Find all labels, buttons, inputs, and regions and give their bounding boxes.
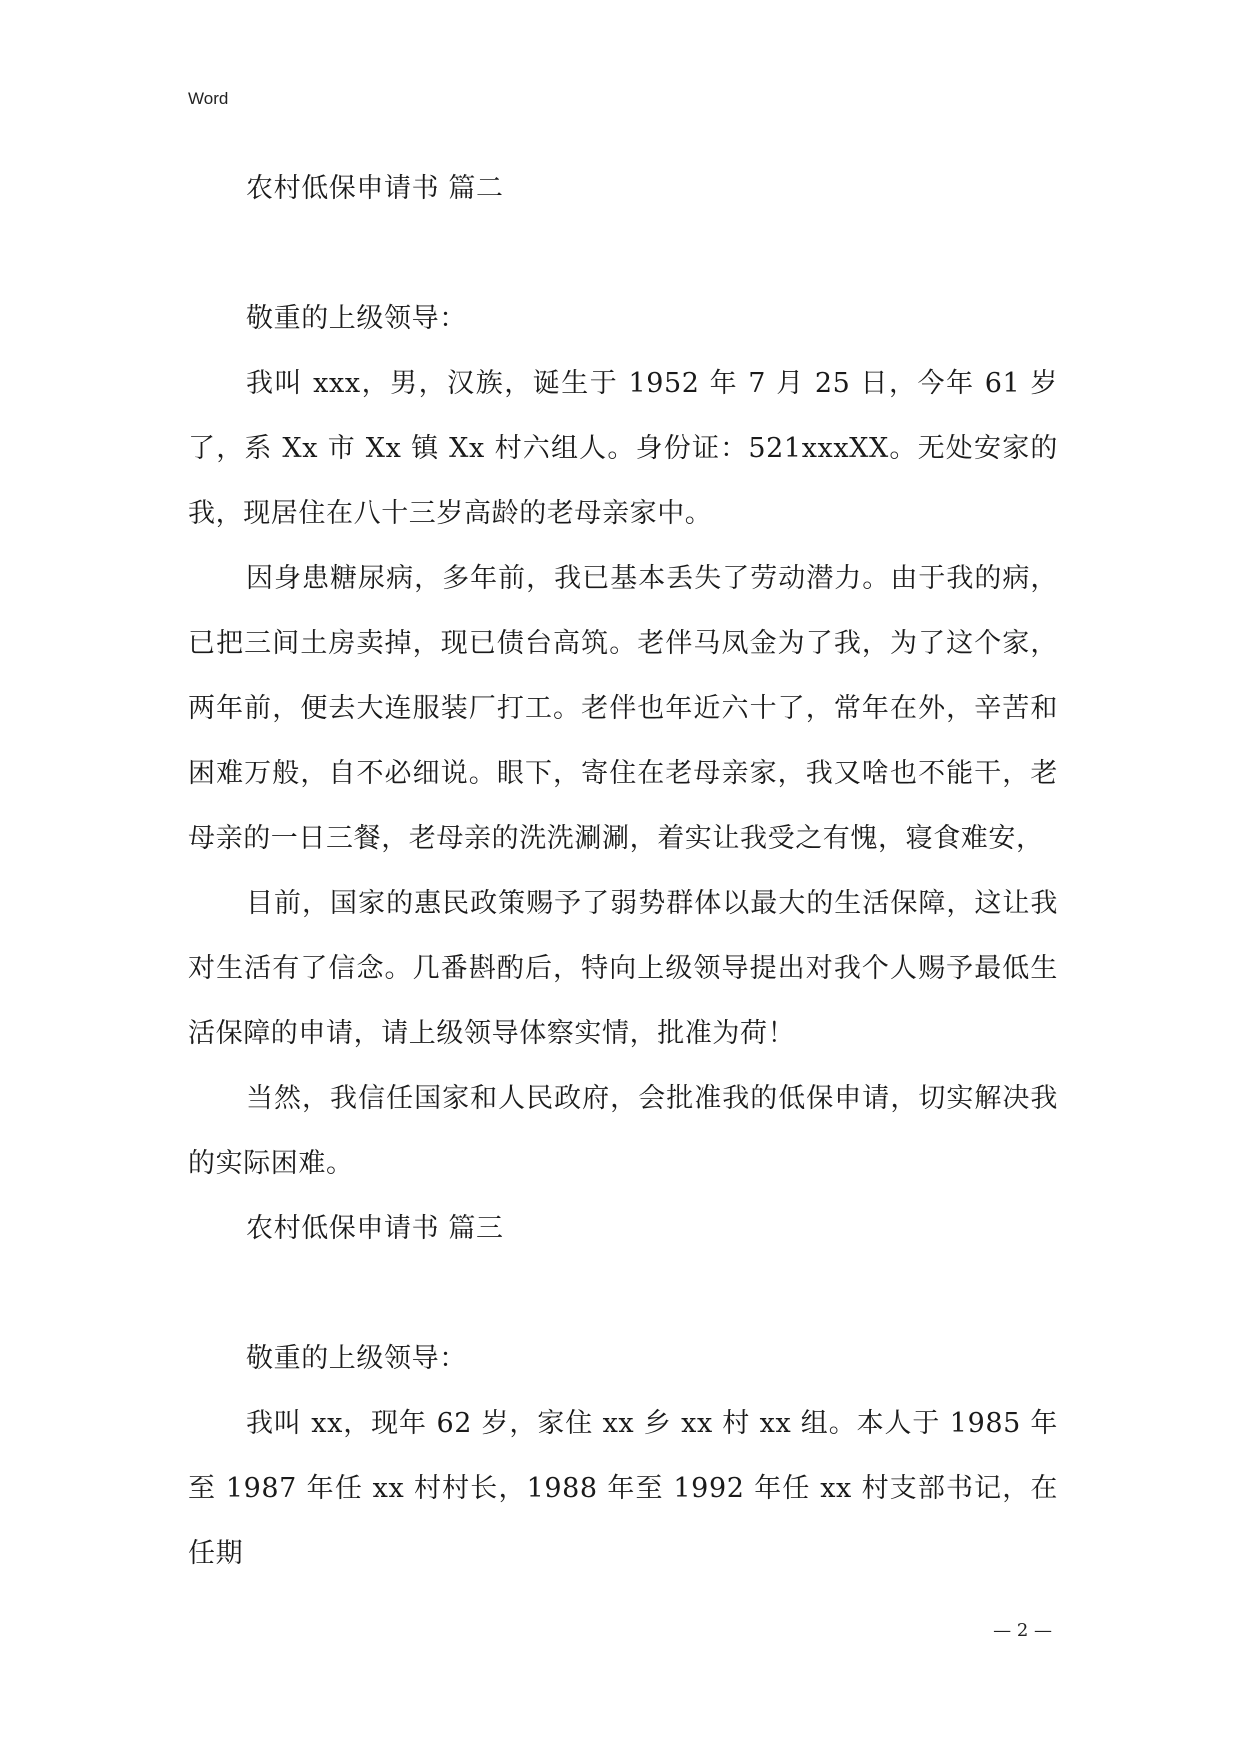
spacer <box>188 221 1058 286</box>
header-label: Word <box>188 89 229 108</box>
spacer <box>188 1261 1058 1326</box>
paragraph: 我叫 xxx，男，汉族，诞生于 1952 年 7 月 25 日，今年 61 岁了，系 Xx 市 Xx 镇 Xx 村六组人。身份证：521xxxXX。无处安家的我，现居住在八十三岁高龄的老母亲家中。 <box>188 368 1058 529</box>
page-number: — 2 — <box>993 1620 1052 1641</box>
section-title-3: 农村低保申请书 篇三 <box>246 1213 504 1244</box>
paragraph: 我叫 xx，现年 62 岁，家住 xx 乡 xx 村 xx 组。本人于 1985 年至 1987 年任 xx 村村长，1988 年至 1992 年任 xx 村支部书记，在任期 <box>188 1408 1058 1569</box>
paragraph: 当然，我信任国家和人民政府，会批准我的低保申请，切实解决我的实际困难。 <box>188 1083 1058 1179</box>
section-title-2: 农村低保申请书 篇二 <box>246 173 504 204</box>
salutation-2: 敬重的上级领导： <box>246 303 467 334</box>
paragraph: 因身患糖尿病，多年前，我已基本丢失了劳动潜力。由于我的病，已把三间土房卖掉，现已债台高筑。老伴马凤金为了我，为了这个家，两年前，便去大连服装厂打工。老伴也年近六十了，常年在外，辛苦和困难万般，自不必细说。眼下，寄住在老母亲家，我又啥也不能干，老母亲的一日三餐，老母亲的洗洗涮涮，着实让我受之有愧，寝食难安， <box>188 563 1058 854</box>
paragraph: 目前，国家的惠民政策赐予了弱势群体以最大的生活保障，这让我对生活有了信念。几番斟酌后，特向上级领导提出对我个人赐予最低生活保障的申请，请上级领导体察实情，批准为荷！ <box>188 888 1058 1049</box>
salutation-3: 敬重的上级领导： <box>246 1343 467 1374</box>
document-body <box>188 156 1058 1586</box>
